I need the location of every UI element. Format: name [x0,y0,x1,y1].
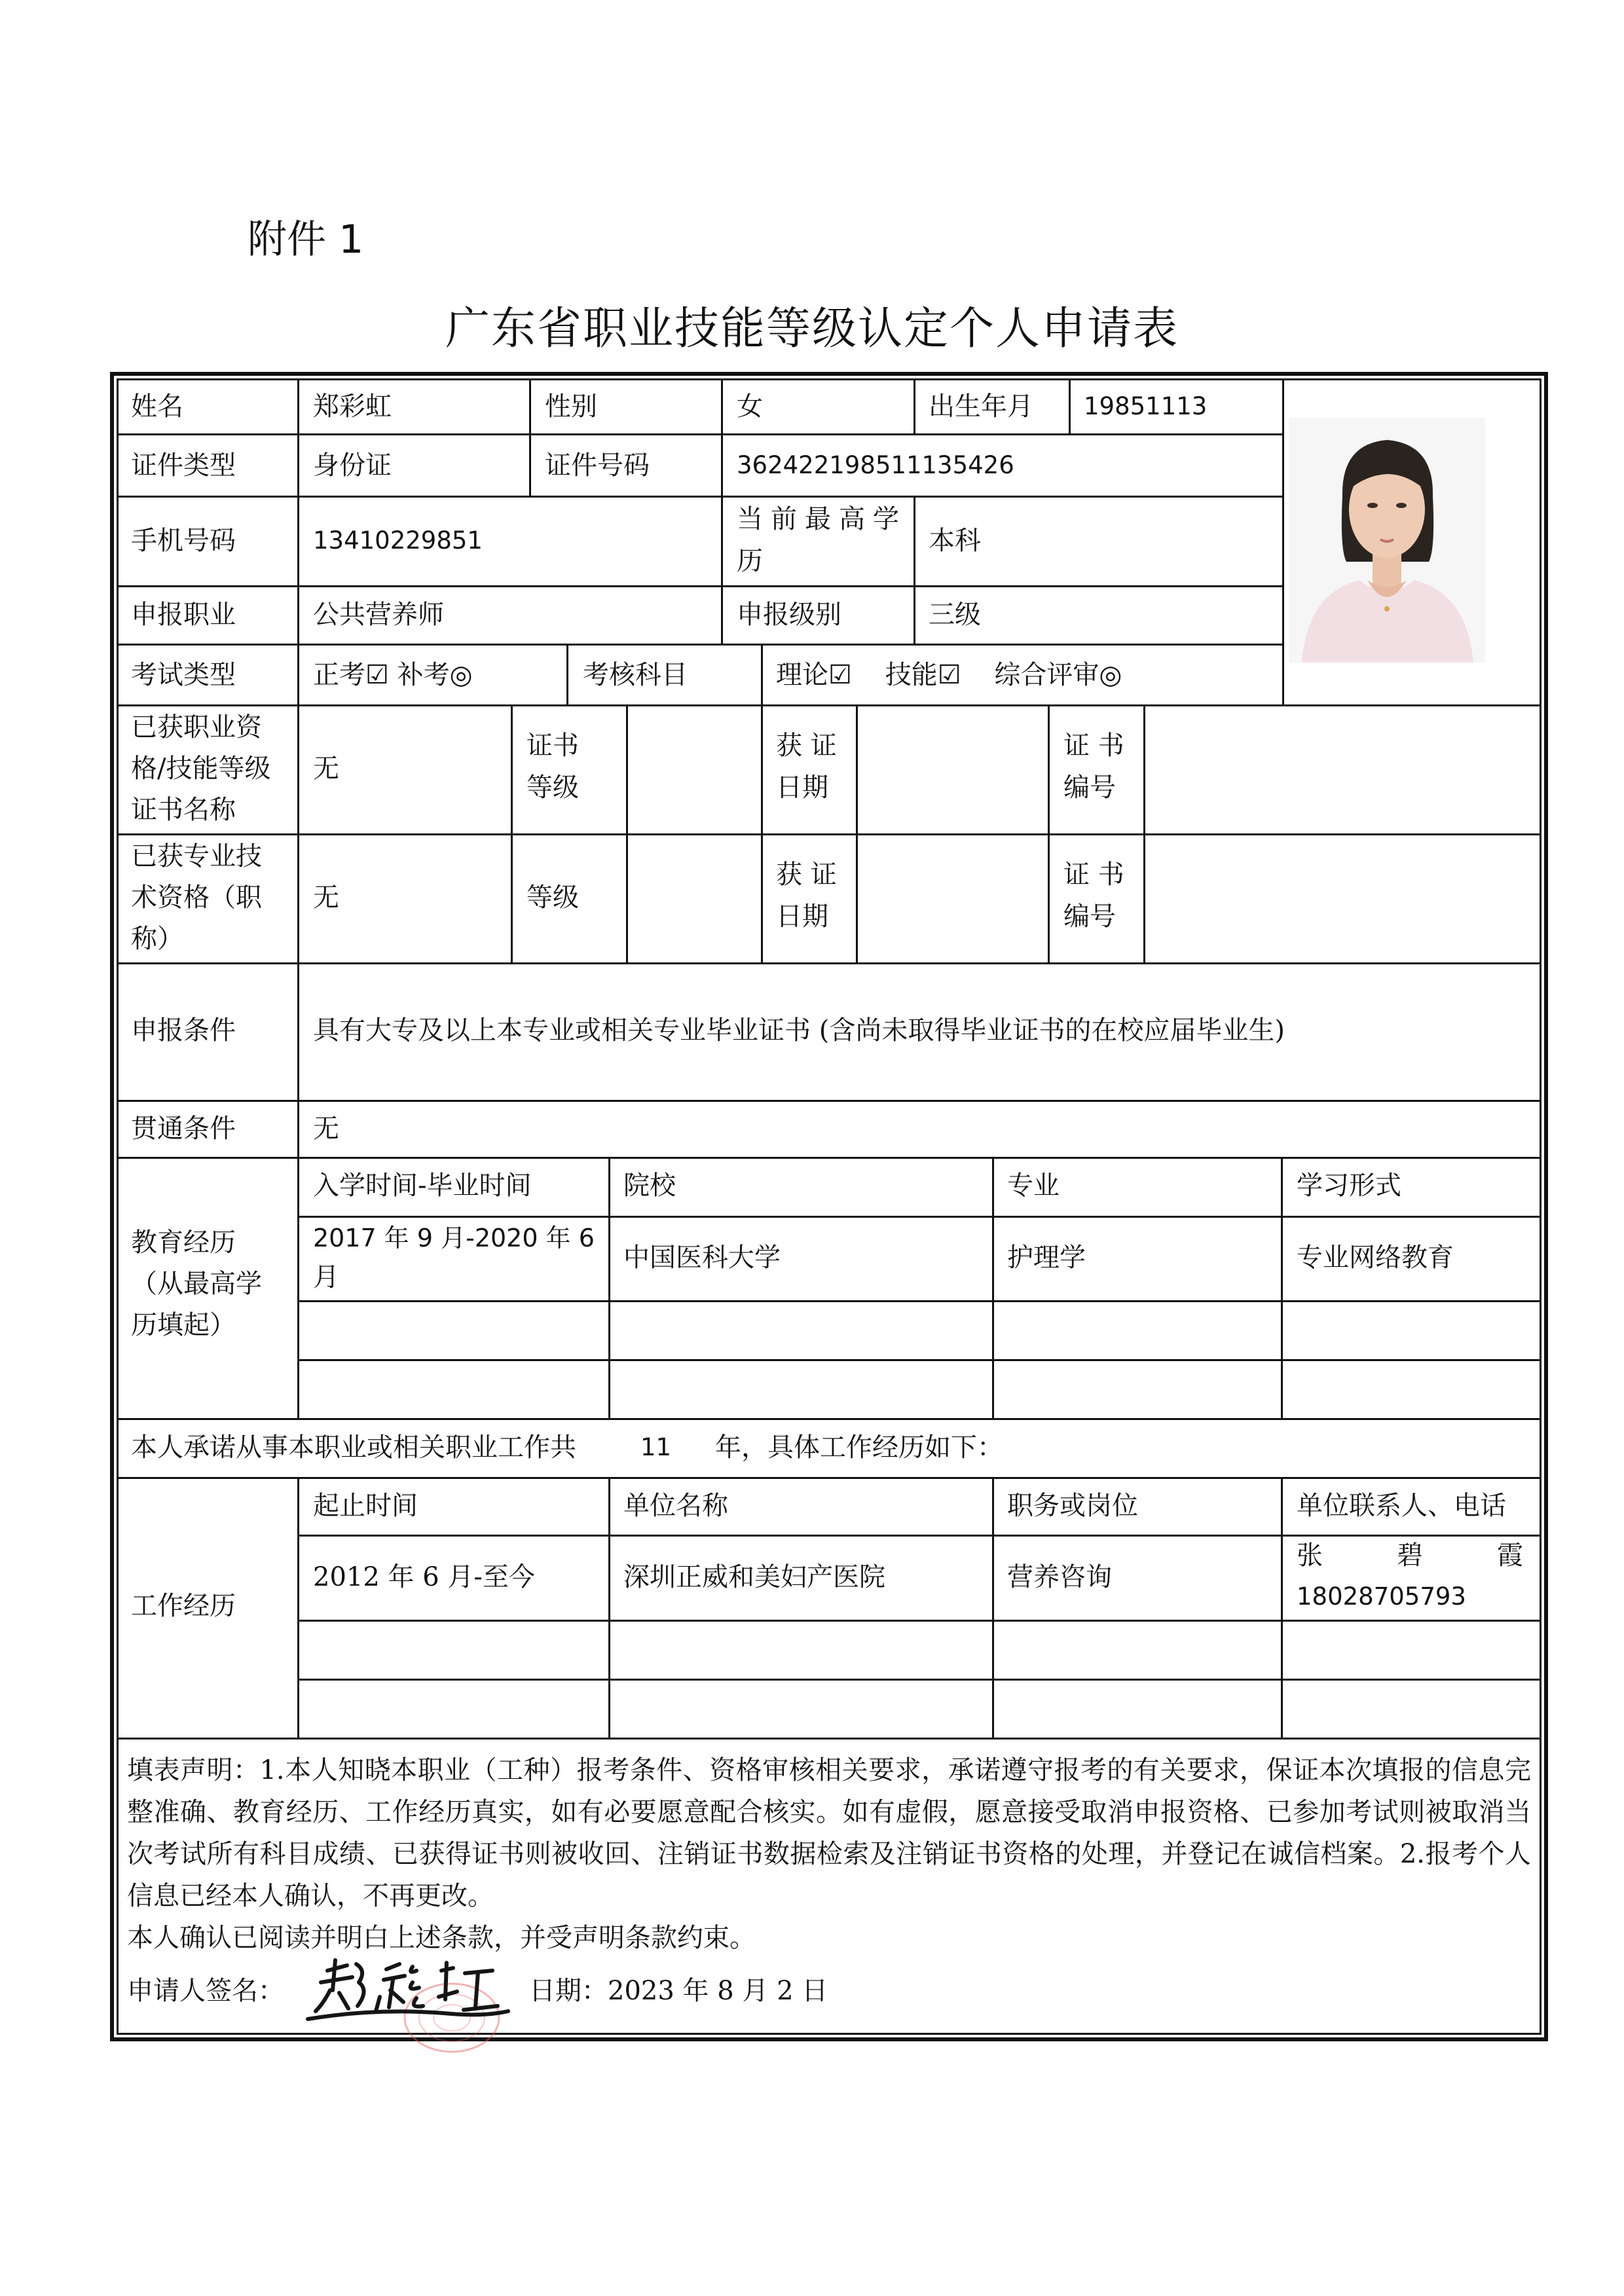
applicant-photo [1289,418,1485,663]
commitment-text: 本人承诺从事本职业或相关职业工作共 [131,1432,576,1463]
phone-value: 13410229851 [313,526,483,555]
grid-line [1281,1477,1283,1738]
grid-line [1048,704,1050,962]
conditions-label: 申报条件 [131,1015,236,1046]
education-label: 教育经历 [131,1228,236,1258]
cert-number-label-2: 编号 [1063,773,1116,803]
declaration-paragraph: 填表声明：1.本人知晓本职业（工种）报考条件、资格审核相关要求，承诺遵守报考的有关要求，保证本次填报的信息完整准确、教育经历、工作经历真实，如有必要愿意配合核实。如有虚假，愿意接受取消申报资格、已参加考试则被取消当次考试所有科目成绩、已获得证书则被收回、注销证书数据检索及注销证书资格的处理，并登记在诚信档案。2.报考个人信息已经本人确认，不再更改。 [127,1755,1531,1911]
grid-line [117,585,1282,587]
conditions-value: 具有大专及以上本专业或相关专业毕业证书 (含尚未取得毕业证书的在校应届毕业生) [313,1015,1285,1046]
grid-line [1281,1157,1283,1418]
grid-line [297,1620,1541,1622]
exam-subject-value: 理论☑ 技能☑ 综合评审◎ [776,660,1122,690]
level-label: 申报级别 [737,600,841,630]
cert-grade-label: 证书 [526,731,579,761]
grid-line [566,644,568,704]
grid-line [117,1418,1541,1420]
work-contact-name: 张碧霞 [1297,1540,1523,1571]
edu-period: 2017 年 9 月-2020 年 6 [313,1224,595,1252]
work-employer: 深圳正威和美妇产医院 [623,1562,885,1592]
qualification-label-3: 证书名称 [131,795,236,825]
commitment-suffix: 年，具体工作经历如下： [715,1432,1003,1463]
grid-line [626,704,628,962]
work-header-period: 起止时间 [313,1491,418,1521]
grid-line [608,1477,610,1738]
grid-line [117,1738,1541,1740]
id-type-label: 证件类型 [131,450,236,481]
cert-number-label: 证 书 [1063,731,1124,761]
education-label-2: （从最高学 [131,1269,262,1299]
grid-line [992,1157,994,1418]
exam-subject-label: 考核科目 [583,660,688,690]
grid-line [1069,378,1071,433]
through-conditions-value: 无 [313,1114,339,1144]
grid-line [117,962,1541,964]
id-number-label: 证件号码 [545,450,650,481]
work-header-contact: 单位联系人、电话 [1297,1491,1506,1521]
title-date-label: 获 证 [776,860,837,890]
title-number-label: 证 书 [1063,860,1124,890]
grid-line [117,704,1541,706]
exam-type-value: 正考☑ 补考◎ [313,660,473,690]
education-level-label-2: 历 [737,546,763,576]
gender-value: 女 [737,392,763,422]
edu-header-mode: 学习形式 [1297,1171,1401,1201]
grid-line [511,704,513,962]
grid-line [117,833,1541,835]
name-label: 姓名 [131,392,183,422]
grid-line [117,644,1282,646]
grid-line [117,1100,1541,1102]
edu-header-period: 入学时间-毕业时间 [313,1171,532,1201]
cert-date-label-2: 日期 [776,773,828,803]
signature-label: 申请人签名： [127,1976,284,2006]
declaration [127,1749,1531,1959]
level-value: 三级 [929,600,981,630]
exam-type-label: 考试类型 [131,660,236,690]
edu-period-2: 月 [313,1262,339,1292]
grid-line [117,1477,1541,1479]
occupation-value: 公共营养师 [313,600,444,630]
grid-line [992,1477,994,1738]
qualification-label: 已获职业资 [131,712,262,742]
edu-header-major: 专业 [1007,1171,1060,1201]
grid-line [1143,704,1145,962]
qualification-value: 无 [313,754,339,784]
title-qualification-label-3: 称） [131,924,183,954]
grid-line [117,433,1282,435]
grid-line [913,378,915,433]
education-level-label: 当前最高学 [737,504,899,534]
form-title: 广东省职业技能等级认定个人申请表 [445,303,1179,355]
grid-line [913,496,915,644]
title-number-label-2: 编号 [1063,902,1116,932]
id-number-value: 362422198511135426 [737,451,1014,479]
commitment-years: 11 [640,1433,672,1461]
edu-major: 护理学 [1007,1243,1086,1273]
handwritten-signature [301,1951,517,2036]
grid-line [297,378,299,1419]
occupation-label: 申报职业 [131,600,236,630]
attachment-label: 附件 1 [248,217,364,263]
portrait-image [1289,418,1485,663]
birth-value: 19851113 [1084,392,1208,420]
edu-school: 中国医科大学 [623,1243,781,1273]
grid-line [761,704,763,962]
through-conditions-label: 贯通条件 [131,1114,236,1144]
declaration-confirm: 本人确认已阅读并明白上述条款，并受声明条款约束。 [127,1923,756,1953]
grid-line [297,1679,1541,1681]
phone-label: 手机号码 [131,526,236,556]
edu-header-school: 院校 [623,1171,676,1201]
grid-line [1282,378,1284,704]
work-position: 营养咨询 [1007,1562,1112,1592]
title-qualification-label: 已获专业技 [131,841,262,871]
work-header-employer: 单位名称 [623,1491,728,1521]
grid-line [721,378,723,644]
grid-line [608,1157,610,1418]
education-level-value: 本科 [929,526,981,556]
cert-grade-label-2: 等级 [526,773,579,803]
edu-mode: 专业网络教育 [1297,1243,1454,1273]
grid-line [117,1157,1541,1159]
work-contact-phone: 18028705793 [1297,1582,1466,1611]
title-qualification-value: 无 [313,883,339,913]
grid-line [761,644,763,704]
grid-line [529,378,531,496]
grid-line [297,1300,1541,1302]
title-date-label-2: 日期 [776,902,828,932]
title-grade-label: 等级 [526,883,579,913]
work-period: 2012 年 6 月-至今 [313,1562,535,1592]
cert-date-label: 获 证 [776,731,837,761]
id-type-value: 身份证 [313,450,392,481]
name-value: 郑彩虹 [313,392,392,422]
work-header-position: 职务或岗位 [1007,1491,1138,1521]
work-label: 工作经历 [131,1591,236,1621]
qualification-label-2: 格/技能等级 [131,754,271,784]
title-qualification-label-2: 术资格（职 [131,883,262,913]
education-label-3: 历填起） [131,1310,236,1340]
grid-line [297,1359,1541,1361]
grid-line [297,1477,299,1738]
grid-line [117,496,1282,498]
birth-label: 出生年月 [929,392,1033,422]
gender-label: 性别 [545,392,597,422]
date-label: 日期：2023 年 8 月 2 日 [529,1976,828,2006]
grid-line [856,704,858,962]
